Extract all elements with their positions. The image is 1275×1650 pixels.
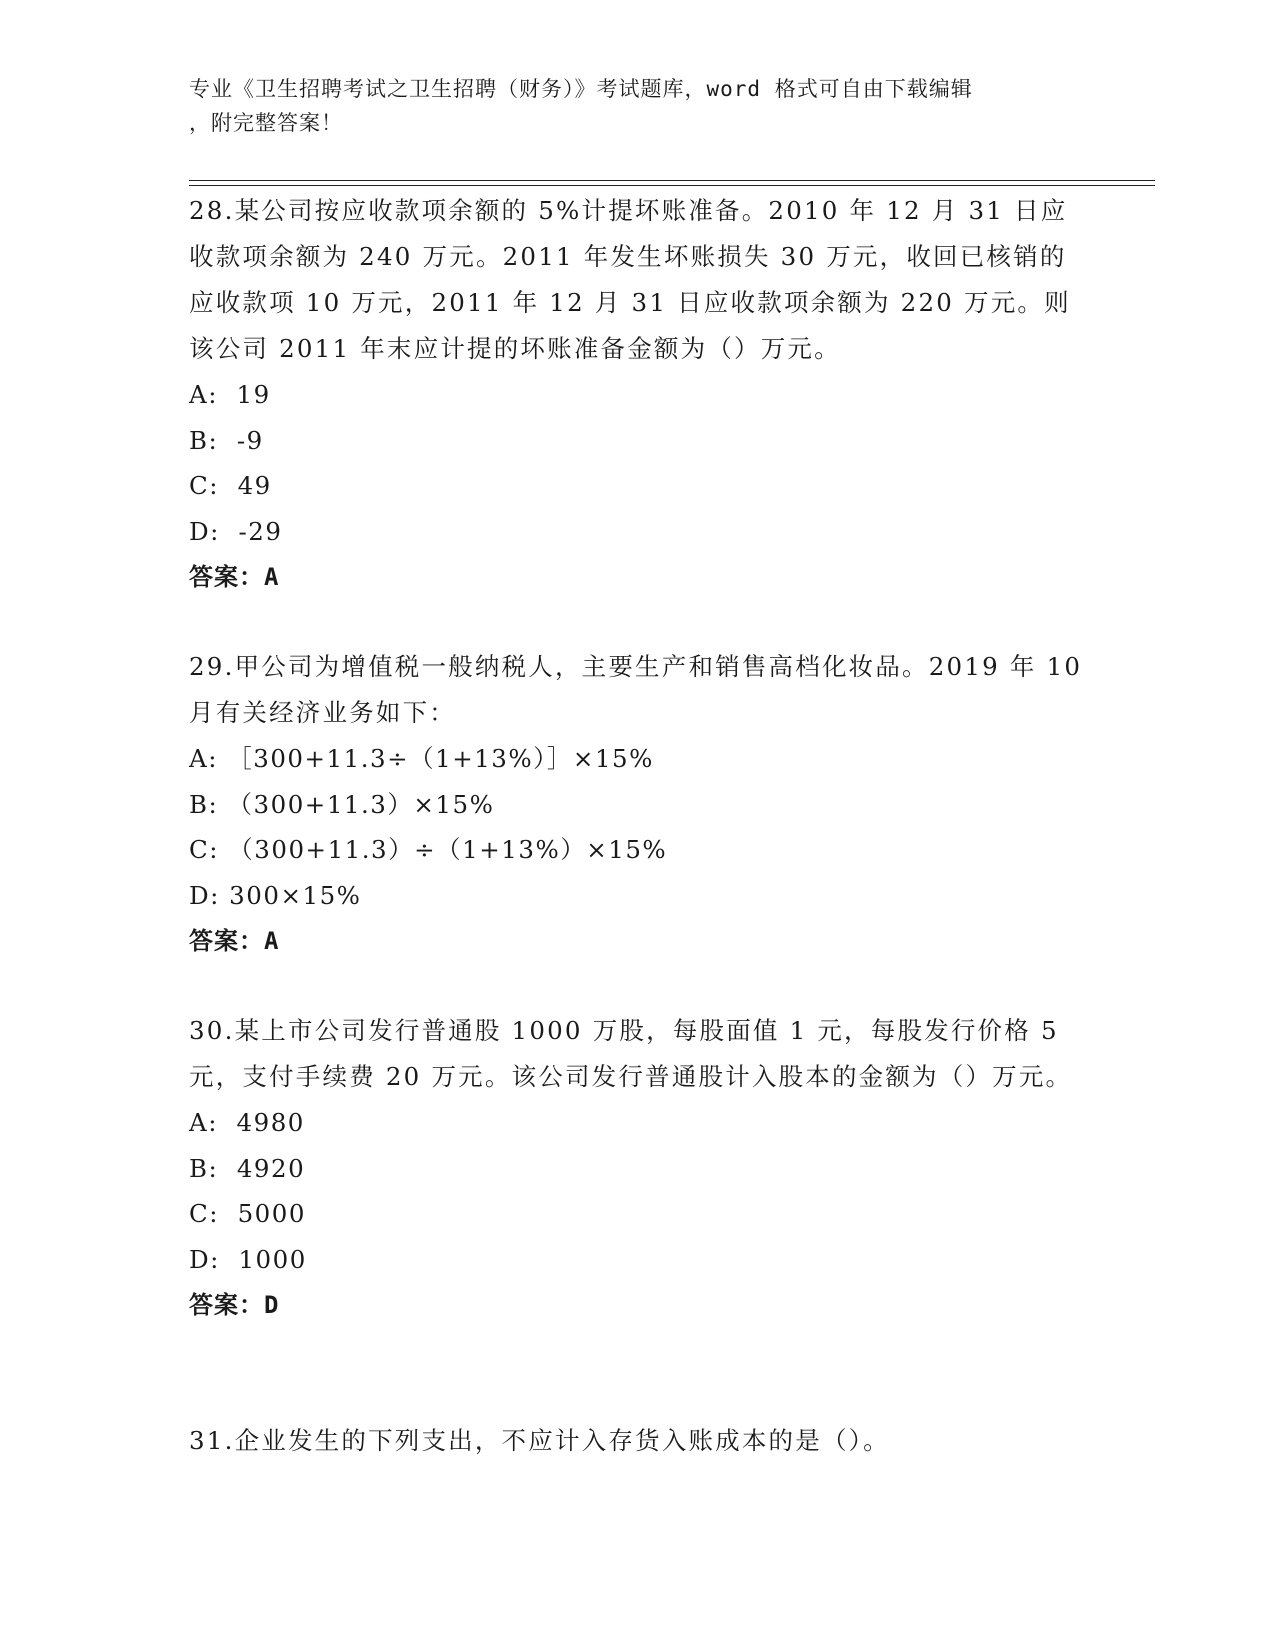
option-a: A: 19 <box>189 380 271 409</box>
answer: 答案：A <box>189 927 280 955</box>
option-b: B: -9 <box>189 425 264 455</box>
question-stem: 28.某公司按应收款项余额的 5%计提坏账准备。2010 年 12 月 31 日应收款项余额为 240 万元。2011 年发生坏账损失 30 万元，收回已核销的应收款项 10 万元，2011 年 12 月 31 日应收款项余额为 220 万元。则该公司 2011 年末应计提的坏账准备金额为（）万元。 <box>189 196 1071 363</box>
option-c: C: 49 <box>189 471 272 500</box>
option-b: B: （300+11.3）×15% <box>189 789 495 819</box>
question-29 <box>189 644 1089 964</box>
option-b: B: 4920 <box>189 1153 306 1183</box>
option-c: C: （300+11.3）÷（1+13%）×15% <box>189 835 668 864</box>
header-divider-top <box>189 180 1155 181</box>
answer: 答案：D <box>189 1291 280 1319</box>
option-a: A: 4980 <box>189 1108 305 1137</box>
option-d: D: 1000 <box>189 1244 307 1274</box>
answer: 答案：A <box>189 563 280 591</box>
question-stem: 31.企业发生的下列支出，不应计入存货入账成本的是（）。 <box>189 1426 890 1455</box>
question-31 <box>189 1418 1089 1464</box>
question-stem: 30.某上市公司发行普通股 1000 万股，每股面值 1 元，每股发行价格 5 元，支付手续费 20 万元。该公司发行普通股计入股本的金额为（）万元。 <box>189 1016 1073 1091</box>
option-d: D: 300×15% <box>189 880 362 910</box>
question-30 <box>189 1008 1089 1328</box>
option-a: A: ［300+11.3÷（1+13%）］×15% <box>189 744 654 773</box>
header-line-2: ，附完整答案！ <box>189 111 343 135</box>
option-d: D: -29 <box>189 516 283 546</box>
question-28 <box>189 188 1089 600</box>
header-divider-bottom <box>189 185 1155 186</box>
document-header <box>189 72 1069 140</box>
question-stem: 29.甲公司为增值税一般纳税人，主要生产和销售高档化妆品。2019 年 10 月有关经济业务如下： <box>189 652 1083 727</box>
header-line-1: 专业《卫生招聘考试之卫生招聘（财务）》考试题库，word 格式可自由下载编辑 <box>189 77 973 101</box>
option-c: C: 5000 <box>189 1199 306 1228</box>
